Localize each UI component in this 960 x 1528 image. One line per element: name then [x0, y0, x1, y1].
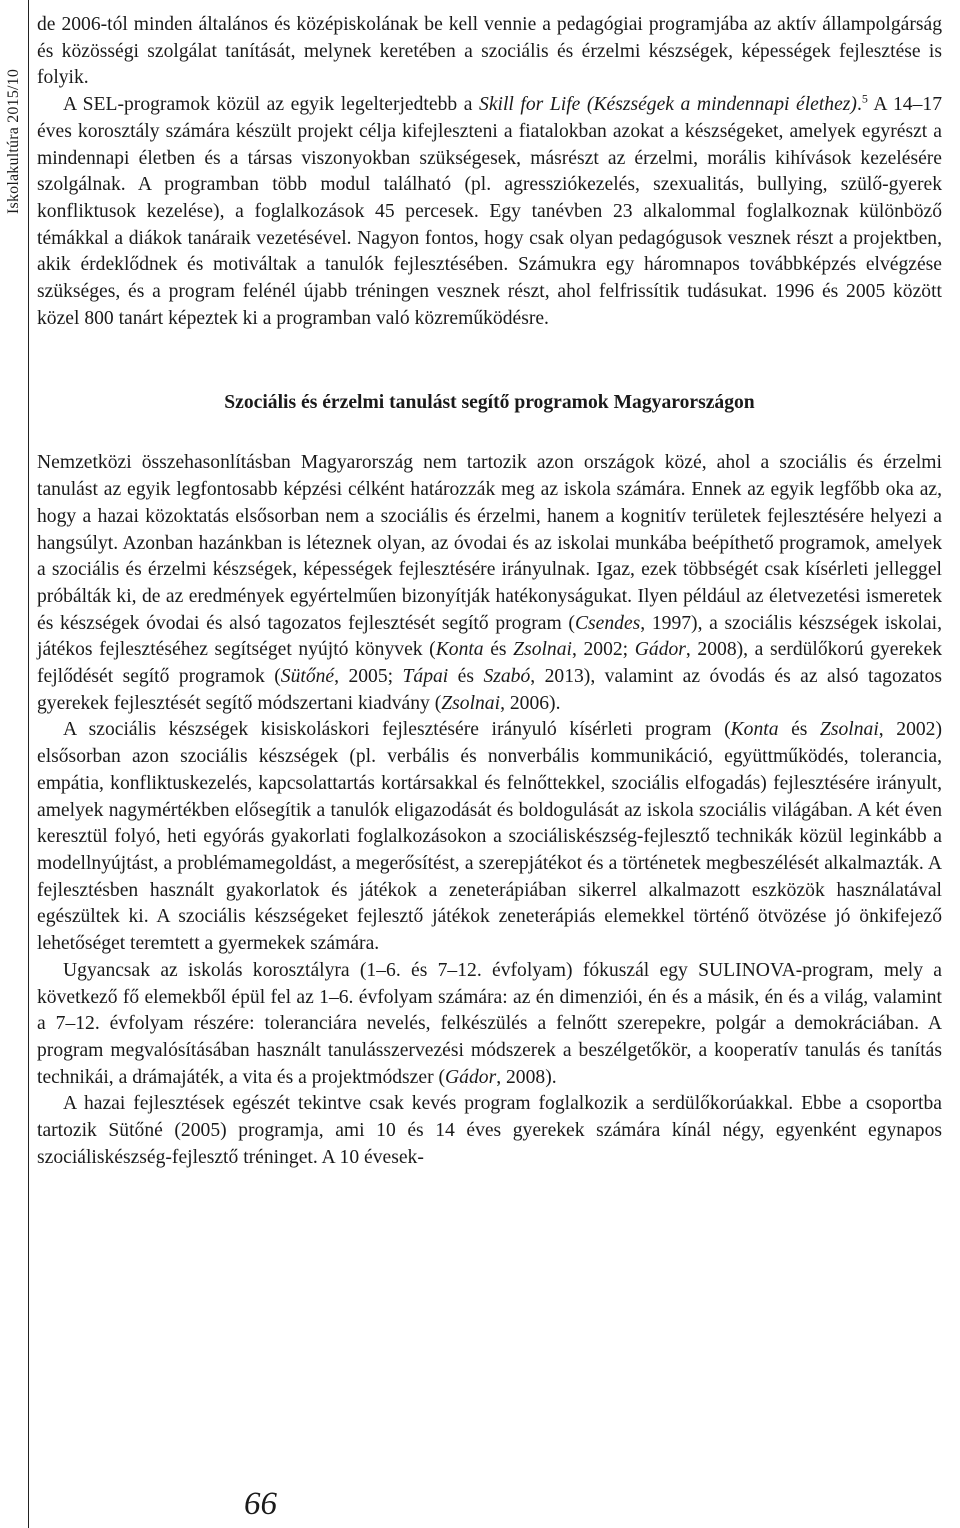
text-span: A 14–17 éves korosztály számára készült projekt célja kifejleszteni a fiatalokban azokat a készségeket, amelyek egyrészt a mindennapi életben és a társas viszonyokban szükségesek, másrészt az érzelmi, morális kihívások kezelésére szolgálnak. A programban több modul található (pl. agressziókezelés, szexualitás, bullying, szülő-gyerek konfliktusok kezelése), a foglalkozások 45 percesek. Egy tanévben 23 alkalommal foglalkoznak különböző témákkal a diákok tanáraik vezetésével. Nagyon fontos, hogy csak olyan pedagógusok vesznek részt a projektben, akik érdeklődnek és motiváltak a tanulók fejlesztésében. Számukra egy háromnapos továbbképzés elvégzése szükséges, és a program felénél újabb tréningen vesznek részt, ahol felfrissítik tudásukat. 1996 és 2005 között közel 800 tanárt képeztek ki a programban való közreműködésre. [37, 94, 942, 329]
citation-author: Zsolnai [819, 719, 879, 741]
paragraph [37, 717, 942, 957]
section-heading: Szociális és érzelmi tanulást segítő programok Magyarországon [224, 392, 755, 414]
text-span: és [483, 639, 514, 661]
text-span: és [448, 666, 484, 688]
page-number: 66 [244, 1486, 277, 1522]
citation-author: Tápai [402, 666, 449, 688]
text-span: , 2008), a serdülőkorú gyerekek fejlődését segítő programok ( [37, 639, 942, 688]
text-span: , 2005; [334, 666, 403, 688]
paragraph [37, 450, 942, 717]
text-span: , 2013), valamint az óvodás és az alsó tagozatos gyerekek fejlesztését segítő módszertani kiadvány ( [37, 666, 943, 714]
citation-author: Konta [435, 639, 484, 661]
text-span: , 2006). [500, 692, 561, 714]
footnote-marker: 5 [861, 91, 868, 106]
paragraph: A hazai fejlesztések egészét tekintve csak kevés program foglalkozik a serdülőkorúakkal. Ebbe a csoportba tartozik Sütőné (2005) programja, ami 10 és 14 éves gyerekek számára kínál négy, egyenként egynapos szociáliskészség-fejlesztő tréninget. A 10 évesek- [37, 1093, 942, 1168]
text-span: , 2002) elsősorban azon szociális készségek (pl. verbális és nonverbális kommunikáció, együttműködés, tolerancia, empátia, konfliktuskezelés, kapcsolattartás kortársakkal és felnőttekkel, szociális elfogadás) fejlesztésére irányult, amelyek nagymértékben elősegítik a tanulók eligazodását és boldogulását az iskola szociális világában. A két éven keresztül folyó, heti egyórás gyakorlati foglalkozásokon a szociáliskészség-fejlesztő technikák közül leginkább a modellnyújtást, a problémamegoldást, a megerősítést, a szerepjátékot és a történetek megbeszélését alkalmazták. A fejlesztésben használt gyakorlatok és játékok a zeneterápiában sikerrel alkalmazott eszközök használatával egészültek ki. A szociális készségeket fejlesztő játékok zeneterápiás elemekkel történő ötvözése jó önkifejező lehetőséget teremtett a gyermekek számára. [37, 719, 942, 955]
citation-author: Csendes [574, 612, 641, 634]
page-body [37, 12, 942, 1171]
text-span: Nemzetközi összehasonlításban Magyarország nem tartozik azon országok közé, ahol a szociális és érzelmi tanulást az egyik legfontosabb képzési célként határozzák meg az iskola számára. Ennek az egyik legfőbb oka az, hogy a hazai közoktatás elsősorban nem a szociális és érzelmi, hanem a kognitív területek fejlesztésére helyezi a hangsúlyt. Azonban hazánkban is léteznek olyan, az óvodai és az iskolai munkába beépíthető programok, amelyek a szociális és érzelmi készségek, képességek fejlesztésére irányulnak. Igaz, ezek többségét csak kísérleti jelleggel próbálták ki, de az eredmények egyértelműen bizonyítják hatékonyságukat. Ilyen például az életvezetési ismeretek és készségek óvodai és alsó tagozatos fejlesztését segítő program ( [37, 452, 942, 634]
text-span: A szociális készségek kisiskoláskori fejlesztésére irányuló kísérleti program ( [63, 719, 731, 741]
text-span: , 2002; [571, 639, 635, 661]
text-span: A SEL-programok közül az egyik legelterjedtebb a [63, 94, 480, 116]
paragraph: de 2006-tól minden általános és középiskolának be kell vennie a pedagógiai programjába az aktív állampolgárság és közösségi szolgálat tanítását, melynek keretében a szociális és érzelmi készségek, képességek fejlesztése is folyik. [37, 14, 942, 89]
text-span: . [856, 94, 862, 116]
paragraph [37, 958, 942, 1092]
paragraph [37, 92, 942, 332]
citation-author: Sütőné [280, 666, 335, 688]
citation-author: Gádor [445, 1066, 497, 1088]
text-span: és [778, 719, 820, 741]
journal-issue-label: Iskolakultúra 2015/10 [5, 68, 22, 214]
text-span: Ugyancsak az iskolás korosztályra (1–6. és 7–12. évfolyam) fókuszál egy SULINOVA-program, mely a következő fő elemekből épül fel az 1–6. évfolyam számára: az én dimenziói, én és a másik, én és a világ, valamint a 7–12. évfolyam részére: toleranciára nevelés, felkészülés a felnőtt szerepekre, polgár a demokráciában. A program megvalósításában használt tanulásszervezési módszerek a beszélgetőkör, a kooperatív tanulás és tanítás technikái, a drámajáték, a vita és a projektmódszer ( [37, 959, 942, 1088]
citation-author: Gádor [634, 639, 686, 661]
citation-author: Zsolnai [441, 692, 501, 714]
citation-author: Zsolnai [513, 639, 572, 661]
text-span: , 1997), a szociális készségek iskolai, játékos fejlesztéséhez segítséget nyújtó könyvek ( [37, 612, 942, 661]
continued-text-block [37, 12, 942, 332]
program-title: Skill for Life (Készségek a mindennapi élethez) [479, 94, 857, 116]
citation-author: Szabó [483, 666, 531, 688]
section [37, 390, 942, 1171]
citation-author: Konta [730, 719, 779, 741]
journal-sidebar [0, 0, 29, 1528]
text-span: , 2008). [496, 1066, 557, 1088]
